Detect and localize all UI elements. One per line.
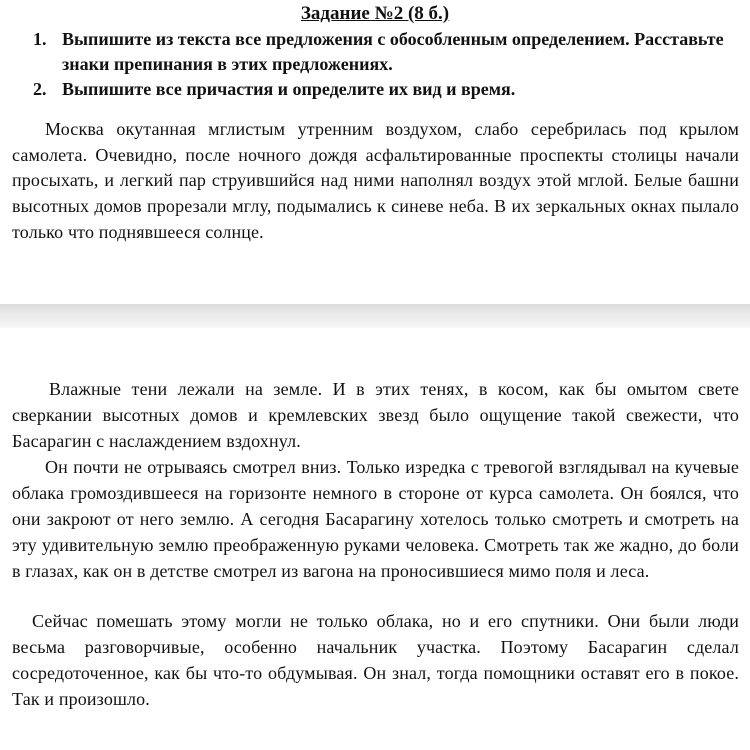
text-paragraph: Сейчас помешать этому могли не только облака, но и его спутники. Они были люди весьма разговорчивые, особенно начальник участка. Поэтому Басарагин сделал сосредоточенное, как бы что-то обдумывая. Он знал, тогда помощники оставят его в покое. Так и произошло. xyxy=(12,611,739,709)
page-section-top xyxy=(0,0,750,304)
page-gap-divider xyxy=(0,304,750,328)
task-item xyxy=(0,27,750,77)
task-list xyxy=(0,27,750,102)
text-paragraph: Москва окутанная мглистым утренним воздухом, слабо серебрилась под крылом самолета. Очевидно, после ночного дождя асфальтированные проспекты столицы начали просыхать, и легкий пар струившийся над ними наполнял воздух этой мглой. Белые башни высотных домов прорезали мглу, подымались к синеве неба. В их зеркальных окнах пылало только что поднявшееся солнце. xyxy=(12,119,739,242)
task-text: Выпишите из текста все предложения с обособленным определением. Расставьте знаки препинания в этих предложениях. xyxy=(62,29,724,74)
task-number: 2. xyxy=(33,79,47,99)
text-paragraph: Он почти не отрываясь смотрел вниз. Только изредка с тревогой взглядывал на кучевые облака громоздившееся на горизонте немного в стороне от курса самолета. Он боялся, что они закроют от него землю. А сегодня Басарагину хотелось только смотреть и смотреть на эту удивительную землю преображенную руками человека. Смотреть так же жадно, до боли в глазах, как он в детстве смотрел из вагона на проносившиеся мимо поля и леса. xyxy=(12,457,739,581)
task-text: Выпишите все причастия и определите их вид и время. xyxy=(62,79,516,99)
text-paragraph: Влажные тени лежали на земле. И в этих тенях, в косом, как бы омытом свете сверкании высотных домов и кремлевских звезд было ощущение такой свежести, что Басарагин с наслаждением вздохнул. xyxy=(12,379,739,451)
task-title: Задание №2 (8 б.) xyxy=(300,3,450,24)
task-number: 1. xyxy=(33,29,47,49)
task-item xyxy=(0,77,750,102)
